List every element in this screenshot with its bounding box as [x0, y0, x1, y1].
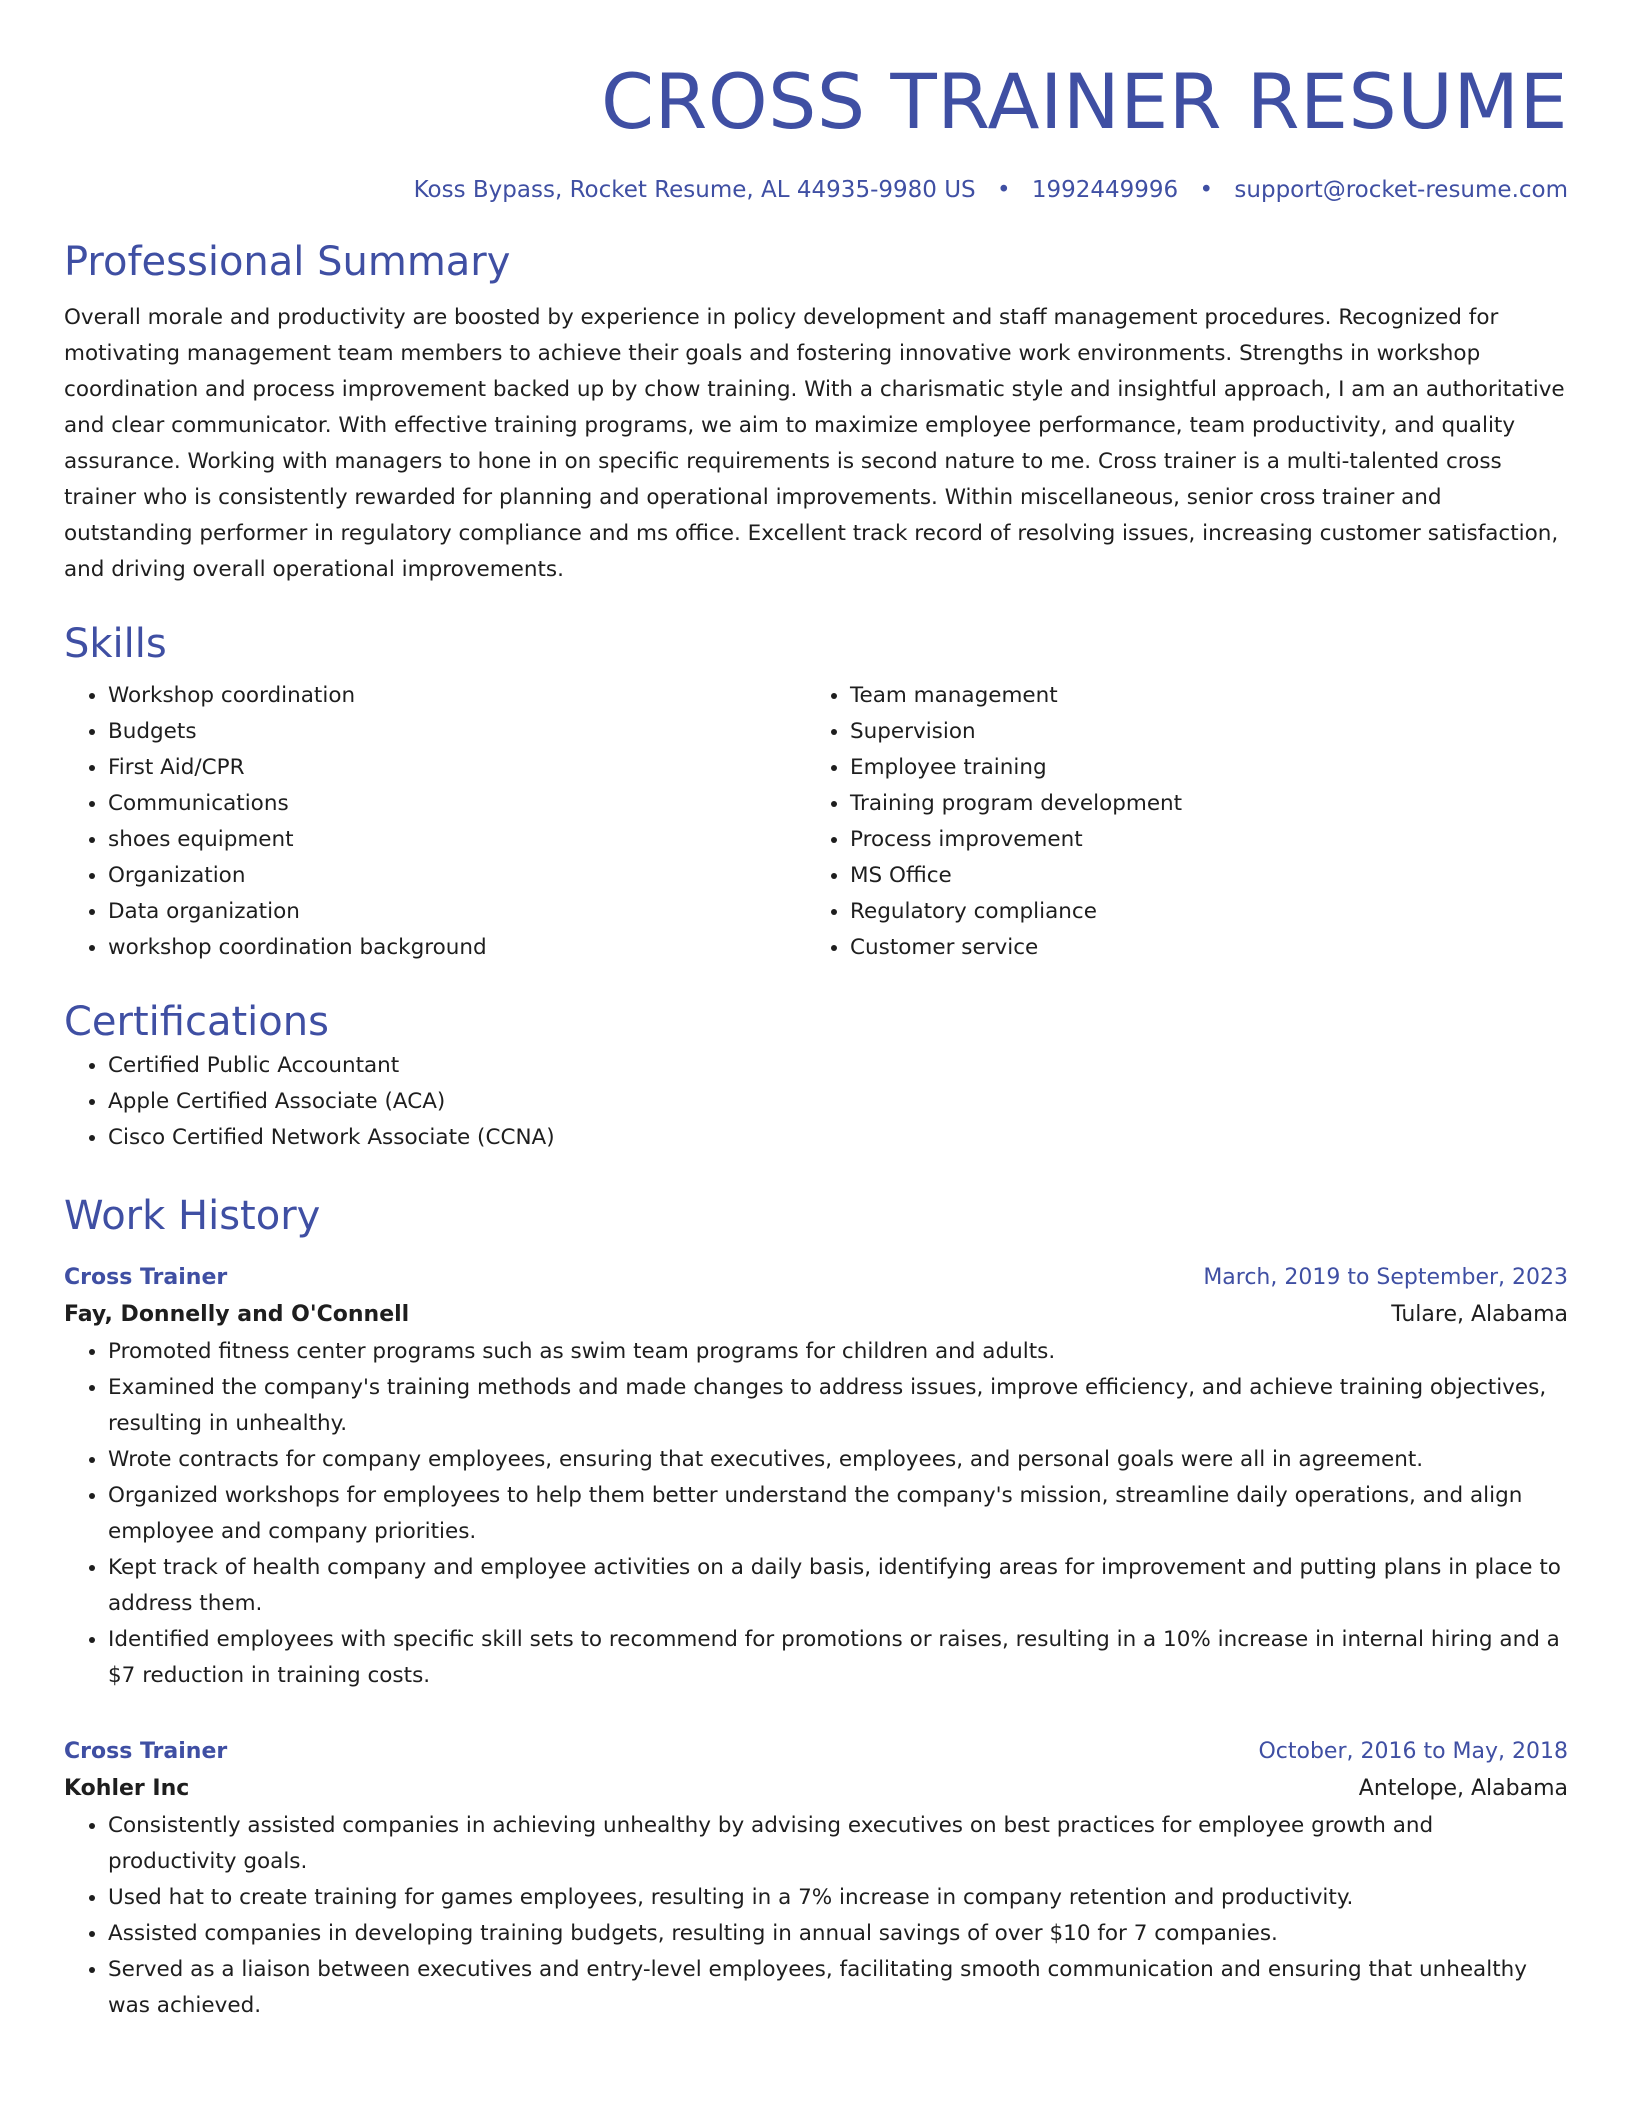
job-company-row	[64, 1296, 1568, 1334]
contact-separator: •	[1199, 177, 1214, 203]
skill-item: • Process improvement	[850, 822, 1548, 858]
job-title: Cross Trainer	[64, 1265, 228, 1290]
job-company: Kohler Inc	[64, 1776, 190, 1801]
job-title-row	[64, 1734, 1568, 1770]
skill-item: • shoes equipment	[108, 822, 806, 858]
skills-list-left	[64, 678, 806, 966]
job-bullet-list	[64, 1334, 1568, 1694]
certification-item: • Apple Certified Associate (ACA)	[108, 1084, 1568, 1120]
skills-column-left	[64, 678, 806, 966]
job-bullet: • Used hat to create training for games employees, resulting in a 7% increase in company retention and productivity.	[108, 1880, 1568, 1916]
job-bullet: • Wrote contracts for company employees, ensuring that executives, employees, and personal goals were all in agreement.	[108, 1442, 1568, 1478]
job-bullet: • Assisted companies in developing training budgets, resulting in annual savings of over $10 for 7 companies.	[108, 1916, 1568, 1952]
job-bullet: • Examined the company's training methods and made changes to address issues, improve efficiency, and achieve training objectives, resulting in unhealthy.	[108, 1370, 1568, 1442]
skill-item: • Training program development	[850, 786, 1548, 822]
skill-item: • First Aid/CPR	[108, 750, 806, 786]
skill-item: • Employee training	[850, 750, 1548, 786]
job-company: Fay, Donnelly and O'Connell	[64, 1302, 410, 1327]
job-location: Tulare, Alabama	[1391, 1302, 1568, 1327]
certification-item: • Certified Public Accountant	[108, 1048, 1568, 1084]
skill-item: • Data organization	[108, 894, 806, 930]
skill-item: • Team management	[850, 678, 1548, 714]
skill-item: • Organization	[108, 858, 806, 894]
skills-grid	[64, 678, 1568, 966]
summary-heading: Professional Summary	[64, 239, 511, 285]
job-bullet: • Organized workshops for employees to help them better understand the company's mission, streamline daily operations, and align employee and company priorities.	[108, 1478, 1568, 1550]
skills-list-right	[806, 678, 1548, 966]
job-bullet: • Served as a liaison between executives and entry-level employees, facilitating smooth communication and ensuring that unhealthy was achieved.	[108, 1952, 1568, 2024]
work-history-heading: Work History	[64, 1193, 321, 1239]
job-title: Cross Trainer	[64, 1739, 228, 1764]
skills-heading: Skills	[64, 621, 167, 667]
certifications-list	[64, 1048, 1568, 1156]
skill-item: • Workshop coordination	[108, 678, 806, 714]
skill-item: • MS Office	[850, 858, 1548, 894]
skill-item: • workshop coordination background	[108, 930, 806, 966]
job-location: Antelope, Alabama	[1358, 1776, 1568, 1801]
resume-title: CROSS TRAINER RESUME	[600, 57, 1568, 146]
job-dates: October, 2016 to May, 2018	[1258, 1739, 1568, 1764]
job-bullet: • Consistently assisted companies in achieving unhealthy by advising executives on best practices for employee growth and productivity goals.	[108, 1808, 1568, 1880]
job-bullet-list	[64, 1808, 1568, 2024]
contact-email: support@rocket-resume.com	[1234, 177, 1568, 203]
job-company-row	[64, 1770, 1568, 1808]
contact-line	[64, 174, 1568, 206]
summary-text: Overall morale and productivity are boosted by experience in policy development and staff management procedures. Recognized for motivating management team members to achieve their goals and fostering innovative work environments. Strengths in workshop coordination and process improvement backed up by chow training. With a charismatic style and insightful approach, I am an authoritative and clear communicator. With effective training programs, we aim to maximize employee performance, team productivity, and quality assurance. Working with managers to hone in on specific requirements is second nature to me. Cross trainer is a multi-talented cross trainer who is consistently rewarded for planning and operational improvements. Within miscellaneous, senior cross trainer and outstanding performer in regulatory compliance and ms office. Excellent track record of resolving issues, increasing customer satisfaction, and driving overall operational improvements.	[64, 305, 1565, 582]
skills-column-right	[806, 678, 1548, 966]
skill-item: • Regulatory compliance	[850, 894, 1548, 930]
certification-item: • Cisco Certified Network Associate (CCNA)	[108, 1120, 1568, 1156]
contact-separator: •	[996, 177, 1011, 203]
skill-item: • Budgets	[108, 714, 806, 750]
skill-item: • Supervision	[850, 714, 1548, 750]
skill-item: • Communications	[108, 786, 806, 822]
job-entry	[64, 1260, 1568, 1694]
skill-item: • Customer service	[850, 930, 1548, 966]
job-dates: March, 2019 to September, 2023	[1203, 1265, 1568, 1290]
contact-address: Koss Bypass, Rocket Resume, AL 44935-9980 US	[413, 177, 976, 203]
job-title-row	[64, 1260, 1568, 1296]
certifications-heading: Certifications	[64, 999, 329, 1045]
job-entry	[64, 1734, 1568, 2024]
contact-phone: 1992449996	[1031, 177, 1179, 203]
job-bullet: • Kept track of health company and employee activities on a daily basis, identifying areas for improvement and putting plans in place to address them.	[108, 1550, 1568, 1622]
job-bullet: • Identified employees with specific skill sets to recommend for promotions or raises, resulting in a 10% increase in internal hiring and a $7 reduction in training costs.	[108, 1622, 1568, 1694]
job-bullet: • Promoted fitness center programs such as swim team programs for children and adults.	[108, 1334, 1568, 1370]
